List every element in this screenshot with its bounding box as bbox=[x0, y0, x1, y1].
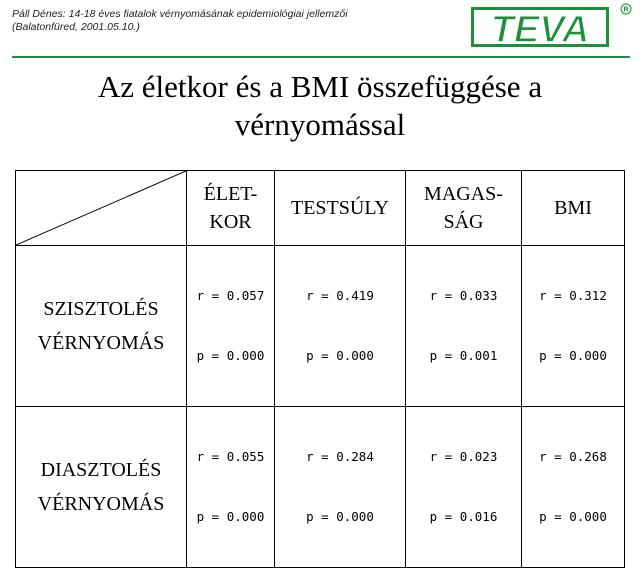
header-location-date: (Balatonfüred, 2001.05.10.) bbox=[12, 21, 140, 33]
table-cell bbox=[406, 246, 522, 407]
r-value: r = 0.055 bbox=[196, 449, 265, 464]
r-value: r = 0.284 bbox=[306, 449, 374, 464]
table-row-diastolic bbox=[16, 407, 625, 568]
teva-logo bbox=[470, 6, 610, 48]
p-value: p = 0.000 bbox=[196, 348, 265, 363]
p-value: p = 0.000 bbox=[196, 509, 265, 524]
logo-wordmark: TEVA bbox=[490, 9, 590, 48]
row-header-label: VÉRNYOMÁS bbox=[37, 493, 165, 515]
table-cell bbox=[275, 407, 406, 568]
table-cell bbox=[522, 407, 625, 568]
header-divider bbox=[12, 56, 630, 58]
table-cell bbox=[406, 407, 522, 568]
slide-title bbox=[0, 68, 640, 144]
p-value: p = 0.000 bbox=[539, 348, 607, 363]
table-cell bbox=[522, 246, 625, 407]
row-header-diastolic bbox=[16, 407, 187, 568]
p-value: p = 0.016 bbox=[429, 509, 498, 524]
column-header-label: SÁG bbox=[443, 211, 484, 233]
title-line-2: vérnyomással bbox=[234, 107, 406, 142]
table-header-row bbox=[16, 171, 625, 246]
header-author-title: Páll Dénes: 14-18 éves fiatalok vérnyomásának epidemiológiai jellemzői bbox=[12, 8, 348, 20]
p-value: p = 0.000 bbox=[306, 509, 374, 524]
table-row-systolic bbox=[16, 246, 625, 407]
p-value: p = 0.001 bbox=[429, 348, 498, 363]
slide-header bbox=[12, 8, 348, 34]
row-header-systolic bbox=[16, 246, 187, 407]
p-value: p = 0.000 bbox=[306, 348, 374, 363]
row-header-label: DIASZTOLÉS bbox=[40, 459, 162, 481]
table-cell bbox=[275, 246, 406, 407]
r-value: r = 0.033 bbox=[429, 288, 498, 303]
r-value: r = 0.057 bbox=[196, 288, 265, 303]
r-value: r = 0.312 bbox=[539, 288, 607, 303]
column-header-age bbox=[187, 171, 275, 246]
column-header-label: BMI bbox=[554, 197, 592, 219]
column-header-label: KOR bbox=[209, 211, 252, 233]
table-cell bbox=[187, 246, 275, 407]
row-header-label: VÉRNYOMÁS bbox=[37, 332, 165, 354]
r-value: r = 0.268 bbox=[539, 449, 607, 464]
registered-mark-icon bbox=[620, 3, 632, 15]
column-header-height bbox=[406, 171, 522, 246]
title-line-1: Az életkor és a BMI összefüggése a bbox=[97, 69, 543, 104]
row-header-label: SZISZTOLÉS bbox=[43, 298, 159, 320]
r-value: r = 0.023 bbox=[429, 449, 498, 464]
diagonal-line bbox=[16, 171, 186, 245]
r-value: r = 0.419 bbox=[306, 288, 374, 303]
svg-text:R: R bbox=[623, 6, 629, 14]
table-cell bbox=[187, 407, 275, 568]
column-header-label: ÉLET- bbox=[203, 183, 258, 205]
column-header-bmi bbox=[522, 171, 625, 246]
column-header-label: MAGAS- bbox=[424, 183, 503, 205]
p-value: p = 0.000 bbox=[539, 509, 607, 524]
corner-cell bbox=[16, 171, 187, 246]
column-header-label: TESTSÚLY bbox=[291, 197, 389, 219]
column-header-weight bbox=[275, 171, 406, 246]
correlation-table bbox=[15, 170, 625, 568]
